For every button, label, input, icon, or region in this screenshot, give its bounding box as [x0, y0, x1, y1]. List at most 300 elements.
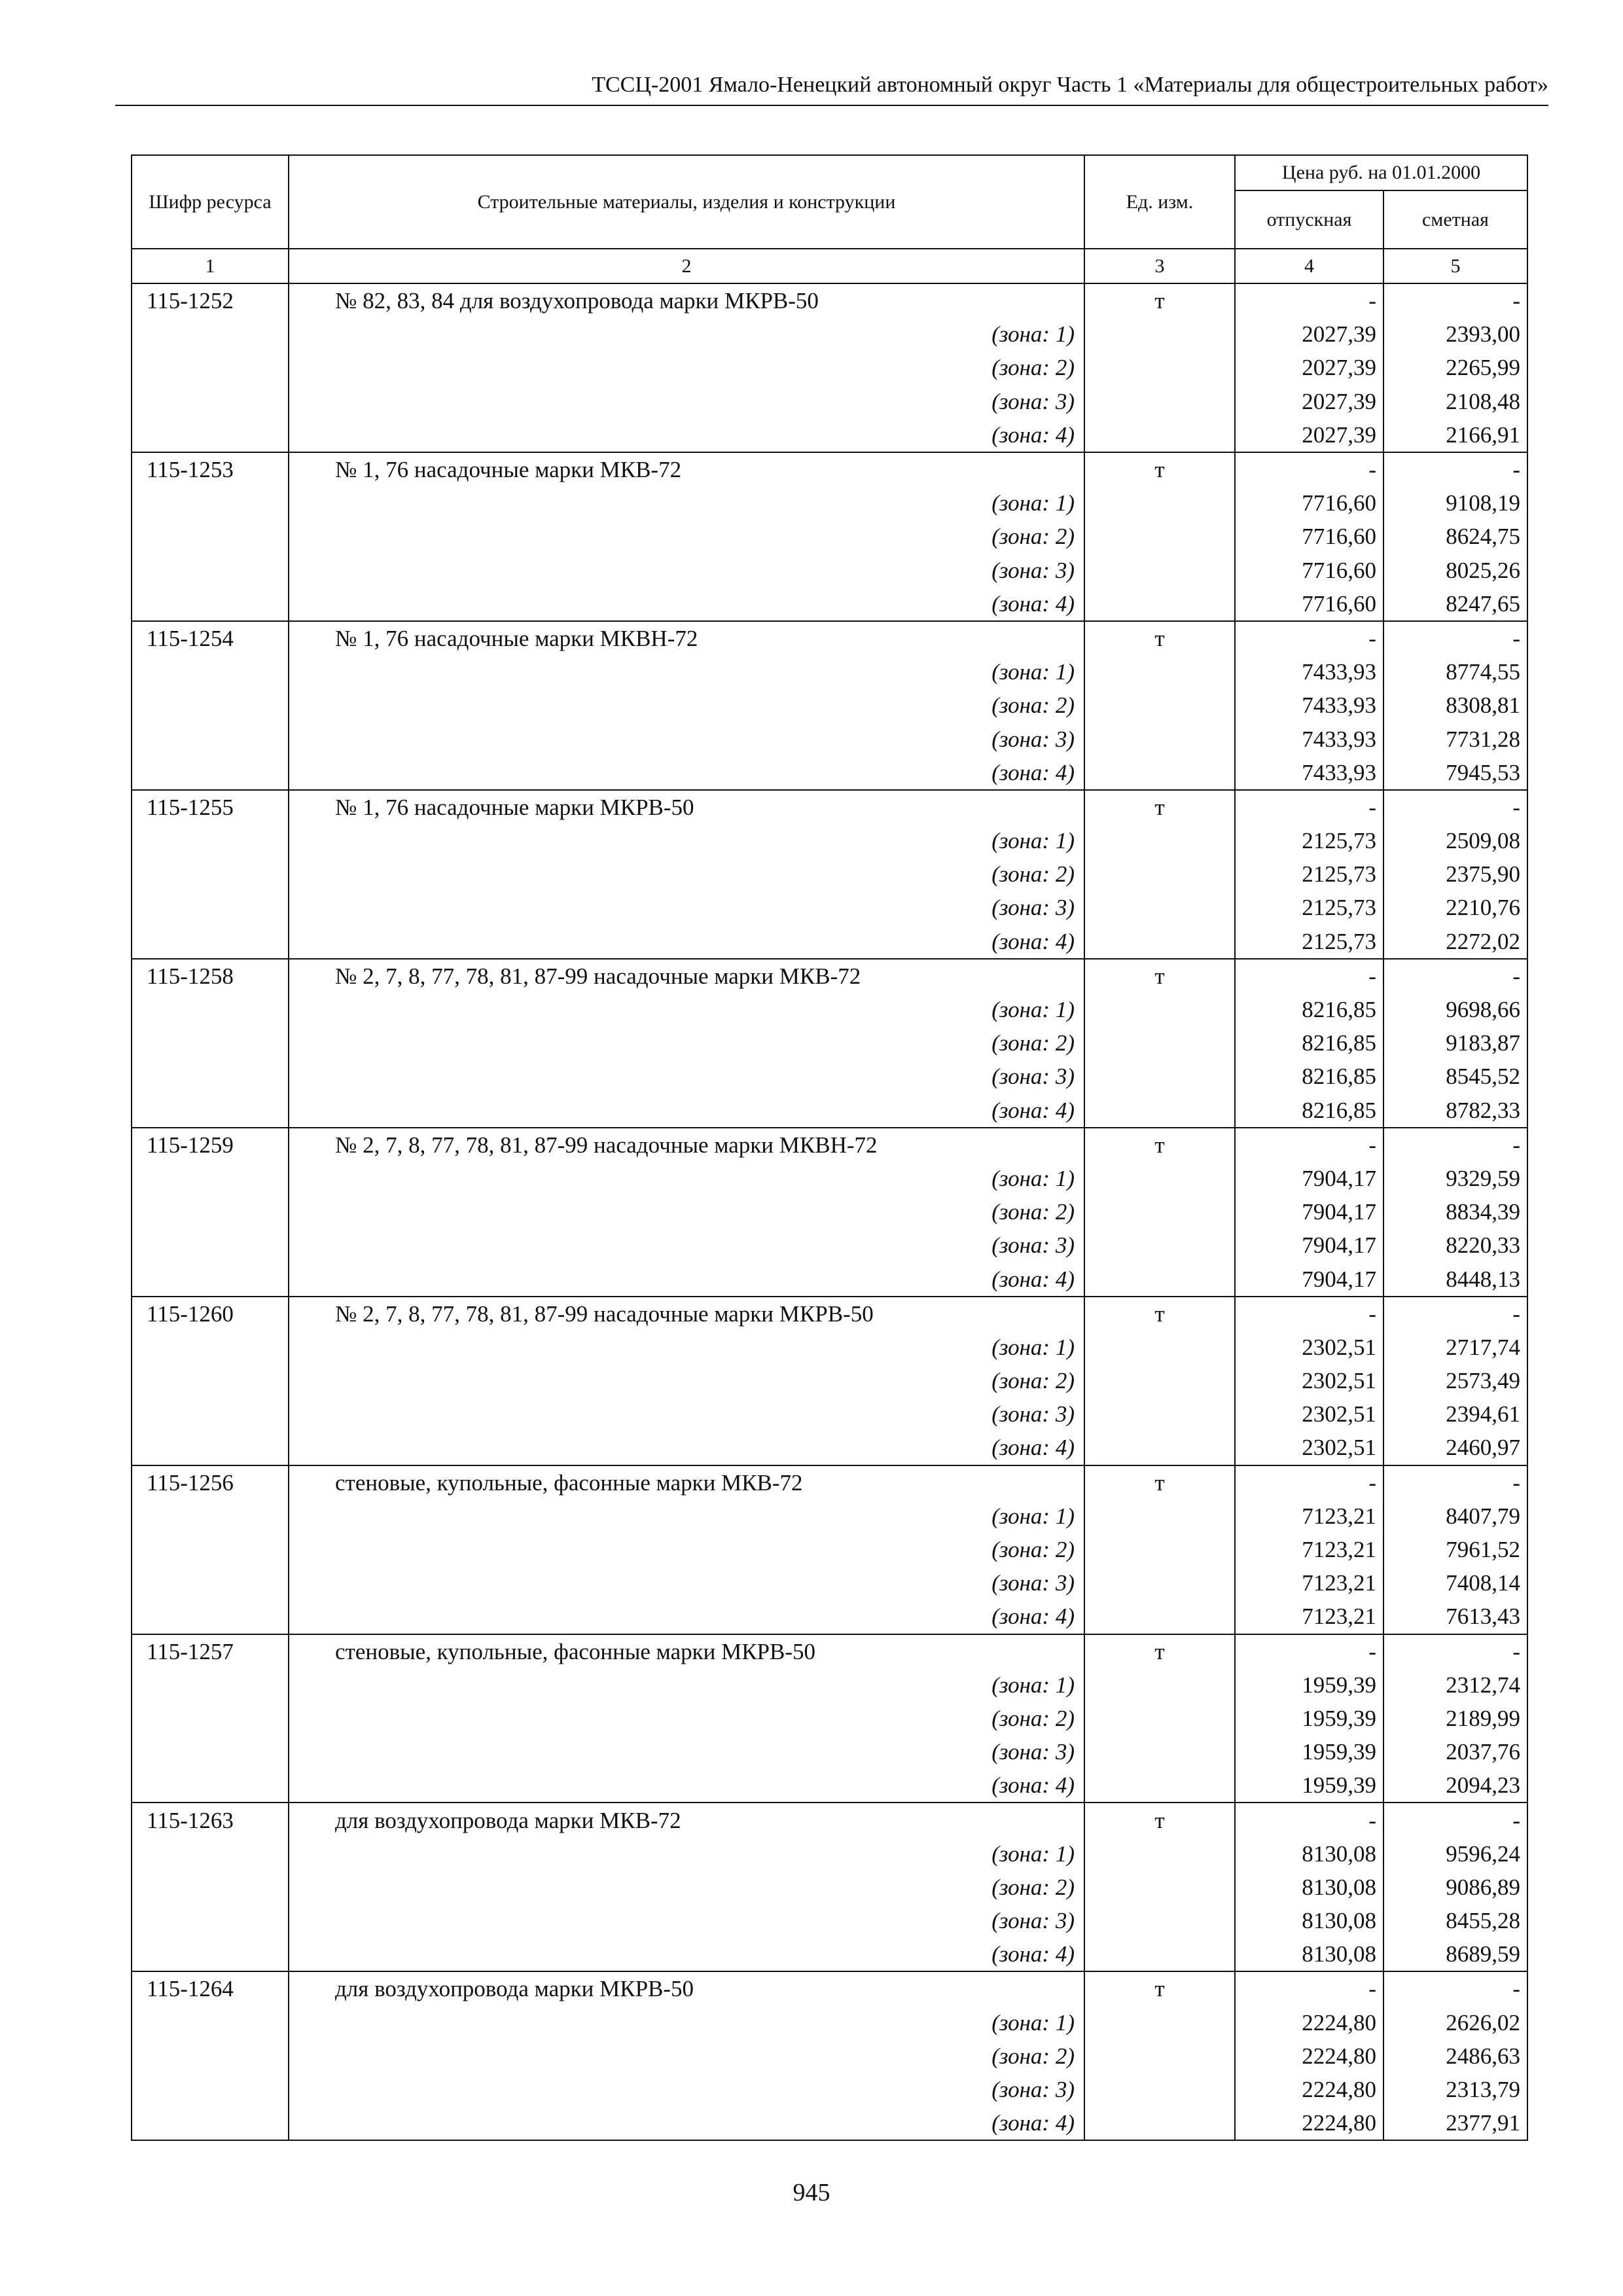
release-price: - [1235, 1971, 1383, 2005]
column-number: 2 [289, 249, 1084, 283]
material-name: № 1, 76 насадочные марки МКВН-72 [289, 621, 1084, 655]
zone-row [132, 554, 1527, 587]
empty-unit-cell [1084, 1229, 1235, 1262]
resource-code: 115-1253 [132, 452, 289, 486]
empty-unit-cell [1084, 925, 1235, 959]
resource-code: 115-1257 [132, 1634, 289, 1668]
zone-label: (зона: 3) [289, 1229, 1084, 1262]
empty-unit-cell [1084, 1735, 1235, 1768]
empty-unit-cell [1084, 554, 1235, 587]
estimate-price: 9183,87 [1383, 1026, 1527, 1060]
zone-label: (зона: 3) [289, 722, 1084, 755]
zone-row [132, 891, 1527, 924]
zone-row [132, 857, 1527, 891]
release-price: 7123,21 [1235, 1600, 1383, 1634]
release-price: 2224,80 [1235, 2039, 1383, 2073]
empty-unit-cell [1084, 1837, 1235, 1871]
header-release-price: отпускная [1235, 190, 1383, 249]
release-price: 7433,93 [1235, 655, 1383, 689]
empty-code-cell [132, 1060, 289, 1093]
material-name: стеновые, купольные, фасонные марки МКВ-72 [289, 1465, 1084, 1499]
zone-label: (зона: 3) [289, 1904, 1084, 1937]
release-price: 1959,39 [1235, 1702, 1383, 1735]
resource-code: 115-1256 [132, 1465, 289, 1499]
empty-code-cell [132, 1600, 289, 1634]
empty-unit-cell [1084, 1162, 1235, 1195]
empty-code-cell [132, 655, 289, 689]
zone-label: (зона: 1) [289, 486, 1084, 520]
empty-unit-cell [1084, 2106, 1235, 2140]
empty-code-cell [132, 925, 289, 959]
zone-row [132, 824, 1527, 857]
resource-code: 115-1263 [132, 1803, 289, 1837]
release-price: 2224,80 [1235, 2106, 1383, 2140]
zone-row [132, 1331, 1527, 1364]
estimate-price: 9596,24 [1383, 1837, 1527, 1871]
release-price: 7716,60 [1235, 520, 1383, 553]
zone-row [132, 317, 1527, 351]
empty-unit-cell [1084, 1668, 1235, 1702]
unit-cell: т [1084, 1803, 1235, 1837]
zone-label: (зона: 4) [289, 925, 1084, 959]
release-price: 2125,73 [1235, 857, 1383, 891]
table-row [132, 1634, 1527, 1668]
zone-label: (зона: 3) [289, 554, 1084, 587]
zone-label: (зона: 4) [289, 1937, 1084, 1971]
estimate-price: 8545,52 [1383, 1060, 1527, 1093]
release-price: - [1235, 621, 1383, 655]
zone-label: (зона: 4) [289, 1431, 1084, 1465]
unit-cell: т [1084, 1971, 1235, 2005]
empty-unit-cell [1084, 418, 1235, 452]
zone-label: (зона: 3) [289, 1735, 1084, 1768]
header-estimate-price: сметная [1383, 190, 1527, 249]
zone-label: (зона: 1) [289, 2006, 1084, 2039]
zone-label: (зона: 3) [289, 1566, 1084, 1600]
zone-row [132, 1871, 1527, 1904]
release-price: 7123,21 [1235, 1533, 1383, 1566]
estimate-price: 8448,13 [1383, 1262, 1527, 1296]
zone-row [132, 520, 1527, 553]
release-price: 2302,51 [1235, 1364, 1383, 1397]
material-name: для воздухопровода марки МКВ-72 [289, 1803, 1084, 1837]
zone-row [132, 351, 1527, 384]
empty-unit-cell [1084, 1871, 1235, 1904]
estimate-price: - [1383, 1971, 1527, 2005]
zone-label: (зона: 4) [289, 1094, 1084, 1128]
release-price: - [1235, 1803, 1383, 1837]
column-number: 1 [132, 249, 289, 283]
zone-label: (зона: 1) [289, 1668, 1084, 1702]
estimate-price: 8247,65 [1383, 587, 1527, 621]
empty-code-cell [132, 385, 289, 418]
zone-row [132, 1937, 1527, 1971]
estimate-price: 8220,33 [1383, 1229, 1527, 1262]
zone-row [132, 993, 1527, 1026]
zone-row [132, 1431, 1527, 1465]
zone-row [132, 1702, 1527, 1735]
empty-code-cell [132, 689, 289, 722]
release-price: 7904,17 [1235, 1229, 1383, 1262]
zone-label: (зона: 2) [289, 1364, 1084, 1397]
zone-row [132, 1397, 1527, 1431]
empty-code-cell [132, 1904, 289, 1937]
empty-unit-cell [1084, 317, 1235, 351]
table-row [132, 1971, 1527, 2005]
zone-row [132, 1904, 1527, 1937]
estimate-price: 8782,33 [1383, 1094, 1527, 1128]
material-name: № 1, 76 насадочные марки МКВ-72 [289, 452, 1084, 486]
zone-row [132, 1566, 1527, 1600]
empty-unit-cell [1084, 1331, 1235, 1364]
release-price: 8130,08 [1235, 1937, 1383, 1971]
resource-code: 115-1259 [132, 1128, 289, 1162]
empty-code-cell [132, 891, 289, 924]
resource-code: 115-1264 [132, 1971, 289, 2005]
estimate-price: - [1383, 790, 1527, 824]
zone-label: (зона: 2) [289, 2039, 1084, 2073]
empty-code-cell [132, 317, 289, 351]
zone-row [132, 1668, 1527, 1702]
release-price: 7123,21 [1235, 1499, 1383, 1533]
unit-cell: т [1084, 621, 1235, 655]
material-name: № 2, 7, 8, 77, 78, 81, 87-99 насадочные марки МКРВ-50 [289, 1297, 1084, 1331]
empty-unit-cell [1084, 351, 1235, 384]
table-body [132, 283, 1527, 2140]
material-name: № 1, 76 насадочные марки МКРВ-50 [289, 790, 1084, 824]
estimate-price: 8407,79 [1383, 1499, 1527, 1533]
release-price: 2302,51 [1235, 1331, 1383, 1364]
empty-code-cell [132, 1668, 289, 1702]
release-price: - [1235, 1465, 1383, 1499]
estimate-price: 2573,49 [1383, 1364, 1527, 1397]
estimate-price: 2509,08 [1383, 824, 1527, 857]
release-price: 2027,39 [1235, 385, 1383, 418]
release-price: 7433,93 [1235, 722, 1383, 755]
empty-code-cell [132, 857, 289, 891]
zone-label: (зона: 1) [289, 1499, 1084, 1533]
empty-unit-cell [1084, 2006, 1235, 2039]
table-row [132, 790, 1527, 824]
zone-label: (зона: 1) [289, 655, 1084, 689]
zone-label: (зона: 2) [289, 1195, 1084, 1229]
zone-row [132, 1094, 1527, 1128]
zone-label: (зона: 2) [289, 689, 1084, 722]
empty-code-cell [132, 418, 289, 452]
unit-cell: т [1084, 1634, 1235, 1668]
estimate-price: 2210,76 [1383, 891, 1527, 924]
empty-unit-cell [1084, 1094, 1235, 1128]
estimate-price: 9329,59 [1383, 1162, 1527, 1195]
empty-code-cell [132, 1533, 289, 1566]
table-header [132, 155, 1527, 283]
material-name: стеновые, купольные, фасонные марки МКРВ-50 [289, 1634, 1084, 1668]
zone-row [132, 385, 1527, 418]
zone-label: (зона: 1) [289, 1331, 1084, 1364]
estimate-price: 2377,91 [1383, 2106, 1527, 2140]
zone-label: (зона: 2) [289, 351, 1084, 384]
estimate-price: - [1383, 452, 1527, 486]
zone-label: (зона: 4) [289, 1262, 1084, 1296]
release-price: 8130,08 [1235, 1871, 1383, 1904]
resource-code: 115-1258 [132, 959, 289, 993]
empty-code-cell [132, 1026, 289, 1060]
resource-code: 115-1254 [132, 621, 289, 655]
release-price: - [1235, 452, 1383, 486]
release-price: 8130,08 [1235, 1904, 1383, 1937]
zone-row [132, 2073, 1527, 2106]
release-price: 2027,39 [1235, 317, 1383, 351]
zone-row [132, 1837, 1527, 1871]
table-row [132, 1465, 1527, 1499]
estimate-price: 8624,75 [1383, 520, 1527, 553]
unit-cell: т [1084, 1128, 1235, 1162]
zone-row [132, 1499, 1527, 1533]
zone-label: (зона: 1) [289, 317, 1084, 351]
zone-row [132, 1533, 1527, 1566]
estimate-price: 2486,63 [1383, 2039, 1527, 2073]
release-price: 7904,17 [1235, 1195, 1383, 1229]
estimate-price: 2460,97 [1383, 1431, 1527, 1465]
release-price: 8216,85 [1235, 1026, 1383, 1060]
empty-unit-cell [1084, 1397, 1235, 1431]
estimate-price: 7408,14 [1383, 1566, 1527, 1600]
header-rule [115, 105, 1548, 106]
release-price: 7433,93 [1235, 689, 1383, 722]
release-price: - [1235, 1297, 1383, 1331]
release-price: 7716,60 [1235, 587, 1383, 621]
estimate-price: - [1383, 1634, 1527, 1668]
estimate-price: 9086,89 [1383, 1871, 1527, 1904]
empty-code-cell [132, 1229, 289, 1262]
estimate-price: 2037,76 [1383, 1735, 1527, 1768]
table-row [132, 1128, 1527, 1162]
empty-code-cell [132, 1768, 289, 1803]
release-price: 7716,60 [1235, 554, 1383, 587]
zone-row [132, 1262, 1527, 1296]
release-price: 8216,85 [1235, 1060, 1383, 1093]
zone-label: (зона: 4) [289, 1768, 1084, 1803]
empty-code-cell [132, 1094, 289, 1128]
estimate-price: 2394,61 [1383, 1397, 1527, 1431]
zone-row [132, 655, 1527, 689]
table-row [132, 283, 1527, 317]
empty-code-cell [132, 1331, 289, 1364]
empty-unit-cell [1084, 857, 1235, 891]
table-row [132, 1297, 1527, 1331]
empty-unit-cell [1084, 1060, 1235, 1093]
column-number: 3 [1084, 249, 1235, 283]
table-row [132, 452, 1527, 486]
release-price: - [1235, 1128, 1383, 1162]
estimate-price: 8308,81 [1383, 689, 1527, 722]
estimate-price: 2626,02 [1383, 2006, 1527, 2039]
estimate-price: - [1383, 959, 1527, 993]
release-price: 1959,39 [1235, 1735, 1383, 1768]
header-name: Строительные материалы, изделия и конструкции [289, 155, 1084, 249]
empty-code-cell [132, 1431, 289, 1465]
release-price: 2302,51 [1235, 1397, 1383, 1431]
release-price: - [1235, 790, 1383, 824]
zone-label: (зона: 1) [289, 1837, 1084, 1871]
release-price: 7716,60 [1235, 486, 1383, 520]
release-price: - [1235, 283, 1383, 317]
zone-row [132, 689, 1527, 722]
empty-unit-cell [1084, 1768, 1235, 1803]
zone-label: (зона: 1) [289, 824, 1084, 857]
empty-unit-cell [1084, 1026, 1235, 1060]
empty-unit-cell [1084, 1702, 1235, 1735]
empty-unit-cell [1084, 1566, 1235, 1600]
estimate-price: 2312,74 [1383, 1668, 1527, 1702]
release-price: 2125,73 [1235, 891, 1383, 924]
empty-unit-cell [1084, 891, 1235, 924]
zone-label: (зона: 3) [289, 385, 1084, 418]
zone-row [132, 1026, 1527, 1060]
empty-code-cell [132, 1837, 289, 1871]
unit-cell: т [1084, 452, 1235, 486]
release-price: 7433,93 [1235, 756, 1383, 790]
release-price: 2224,80 [1235, 2073, 1383, 2106]
zone-row [132, 2006, 1527, 2039]
empty-code-cell [132, 1195, 289, 1229]
empty-code-cell [132, 2073, 289, 2106]
estimate-price: - [1383, 621, 1527, 655]
release-price: 8130,08 [1235, 1837, 1383, 1871]
empty-unit-cell [1084, 824, 1235, 857]
zone-row [132, 1162, 1527, 1195]
zone-row [132, 1768, 1527, 1803]
zone-row [132, 486, 1527, 520]
estimate-price: 7945,53 [1383, 756, 1527, 790]
zone-label: (зона: 2) [289, 1871, 1084, 1904]
release-price: 1959,39 [1235, 1668, 1383, 1702]
empty-code-cell [132, 722, 289, 755]
empty-unit-cell [1084, 385, 1235, 418]
empty-code-cell [132, 587, 289, 621]
price-table [131, 154, 1528, 2141]
estimate-price: - [1383, 283, 1527, 317]
resource-code: 115-1260 [132, 1297, 289, 1331]
header-price-group: Цена руб. на 01.01.2000 [1235, 155, 1527, 190]
estimate-price: 2717,74 [1383, 1331, 1527, 1364]
estimate-price: 8025,26 [1383, 554, 1527, 587]
release-price: 2224,80 [1235, 2006, 1383, 2039]
empty-code-cell [132, 486, 289, 520]
estimate-price: 2189,99 [1383, 1702, 1527, 1735]
unit-cell: т [1084, 790, 1235, 824]
zone-row [132, 925, 1527, 959]
zone-label: (зона: 4) [289, 756, 1084, 790]
empty-unit-cell [1084, 1499, 1235, 1533]
release-price: 2125,73 [1235, 824, 1383, 857]
empty-code-cell [132, 520, 289, 553]
release-price: - [1235, 1634, 1383, 1668]
empty-code-cell [132, 2039, 289, 2073]
empty-code-cell [132, 1364, 289, 1397]
empty-code-cell [132, 756, 289, 790]
empty-code-cell [132, 1702, 289, 1735]
estimate-price: 9698,66 [1383, 993, 1527, 1026]
material-name: № 2, 7, 8, 77, 78, 81, 87-99 насадочные марки МКВ-72 [289, 959, 1084, 993]
zone-label: (зона: 2) [289, 1026, 1084, 1060]
zone-label: (зона: 1) [289, 993, 1084, 1026]
estimate-price: 2272,02 [1383, 925, 1527, 959]
estimate-price: - [1383, 1465, 1527, 1499]
zone-row [132, 722, 1527, 755]
release-price: 8216,85 [1235, 1094, 1383, 1128]
zone-label: (зона: 4) [289, 587, 1084, 621]
estimate-price: 8774,55 [1383, 655, 1527, 689]
release-price: 2125,73 [1235, 925, 1383, 959]
zone-label: (зона: 3) [289, 1397, 1084, 1431]
zone-row [132, 1600, 1527, 1634]
running-header: ТССЦ-2001 Ямало-Ненецкий автономный округ Часть 1 «Материалы для общестроительных работ» [592, 73, 1548, 97]
zone-label: (зона: 1) [289, 1162, 1084, 1195]
empty-unit-cell [1084, 486, 1235, 520]
estimate-price: 7613,43 [1383, 1600, 1527, 1634]
release-price: 7904,17 [1235, 1162, 1383, 1195]
zone-label: (зона: 2) [289, 1702, 1084, 1735]
resource-code: 115-1252 [132, 283, 289, 317]
resource-code: 115-1255 [132, 790, 289, 824]
empty-unit-cell [1084, 689, 1235, 722]
table-row [132, 959, 1527, 993]
zone-row [132, 1195, 1527, 1229]
material-name: для воздухопровода марки МКРВ-50 [289, 1971, 1084, 2005]
page-number: 945 [793, 2179, 830, 2206]
empty-unit-cell [1084, 2073, 1235, 2106]
empty-code-cell [132, 1871, 289, 1904]
release-price: 1959,39 [1235, 1768, 1383, 1803]
release-price: 7904,17 [1235, 1262, 1383, 1296]
zone-row [132, 1364, 1527, 1397]
zone-row [132, 756, 1527, 790]
zone-label: (зона: 4) [289, 2106, 1084, 2140]
empty-code-cell [132, 351, 289, 384]
estimate-price: 2094,23 [1383, 1768, 1527, 1803]
material-name: № 2, 7, 8, 77, 78, 81, 87-99 насадочные марки МКВН-72 [289, 1128, 1084, 1162]
zone-row [132, 1735, 1527, 1768]
zone-label: (зона: 3) [289, 1060, 1084, 1093]
empty-code-cell [132, 993, 289, 1026]
empty-unit-cell [1084, 1431, 1235, 1465]
zone-row [132, 2106, 1527, 2140]
unit-cell: т [1084, 1297, 1235, 1331]
release-price: - [1235, 959, 1383, 993]
empty-unit-cell [1084, 993, 1235, 1026]
estimate-price: 2313,79 [1383, 2073, 1527, 2106]
empty-unit-cell [1084, 722, 1235, 755]
column-number: 4 [1235, 249, 1383, 283]
zone-label: (зона: 2) [289, 1533, 1084, 1566]
zone-row [132, 1060, 1527, 1093]
empty-code-cell [132, 2006, 289, 2039]
zone-row [132, 418, 1527, 452]
table-row [132, 1803, 1527, 1837]
header-unit: Ед. изм. [1084, 155, 1235, 249]
unit-cell: т [1084, 959, 1235, 993]
empty-unit-cell [1084, 756, 1235, 790]
estimate-price: 8834,39 [1383, 1195, 1527, 1229]
unit-cell: т [1084, 1465, 1235, 1499]
zone-row [132, 587, 1527, 621]
release-price: 8216,85 [1235, 993, 1383, 1026]
estimate-price: 7961,52 [1383, 1533, 1527, 1566]
estimate-price: 9108,19 [1383, 486, 1527, 520]
zone-label: (зона: 3) [289, 2073, 1084, 2106]
empty-code-cell [132, 1499, 289, 1533]
